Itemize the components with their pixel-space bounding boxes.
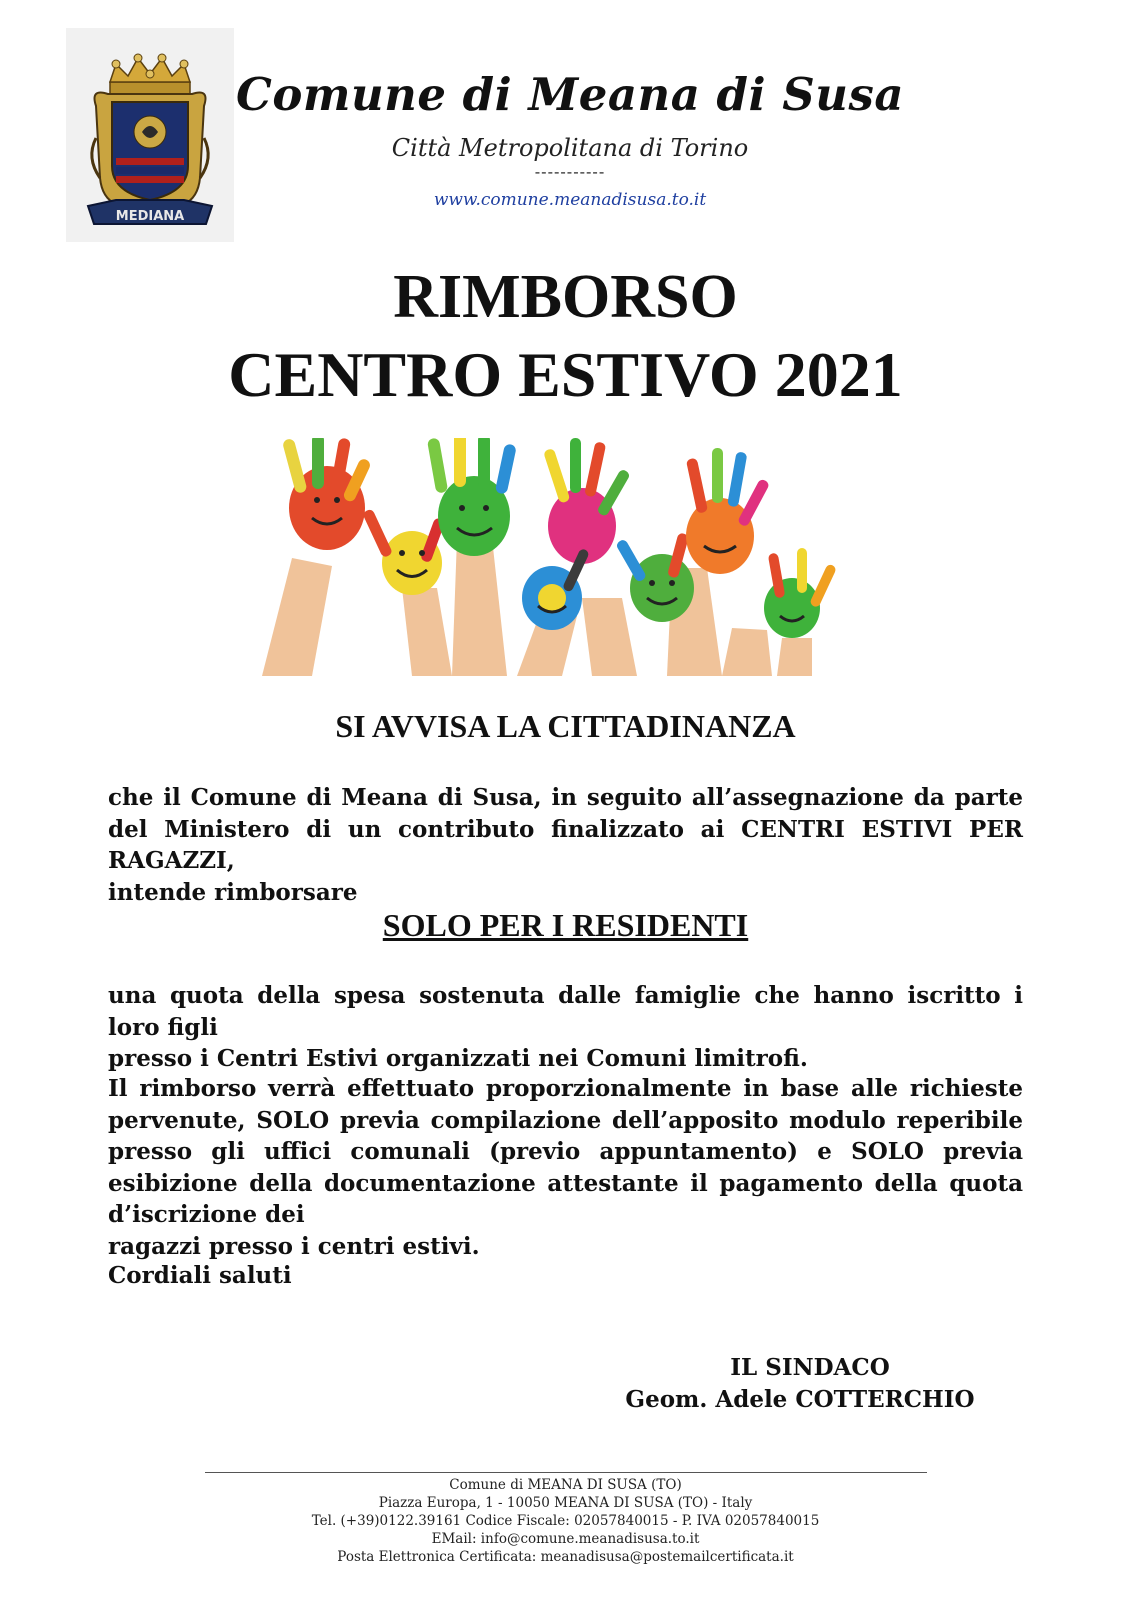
logo-ribbon-text: MEDIANA <box>115 209 185 224</box>
page-title-line2: CENTRO ESTIVO 2021 <box>228 339 903 410</box>
municipality-subtitle: Città Metropolitana di Torino <box>391 134 749 162</box>
footer-address: Piazza Europa, 1 - 10050 MEANA DI SUSA (TO) - Italy <box>378 1495 753 1511</box>
footer-phone-tax: Tel. (+39)0122.39161 Codice Fiscale: 02057840015 - P. IVA 02057840015 <box>311 1513 820 1529</box>
residents-heading: SOLO PER I RESIDENTI <box>382 907 749 943</box>
notice-paragraph-3 <box>108 1073 1023 1262</box>
paragraph-2-text: una quota della spesa sostenuta dalle famiglie che hanno iscritto i loro figli <box>108 982 1023 1041</box>
website-link[interactable]: www.comune.meanadisusa.to.it <box>433 190 707 210</box>
page-title-line1: RIMBORSO <box>393 263 738 331</box>
notice-paragraph-2 <box>108 980 1023 1075</box>
crown-icon <box>110 54 190 96</box>
header-separator: ----------- <box>534 162 606 181</box>
footer-line-1: Comune di MEANA DI SUSA (TO) <box>449 1477 682 1493</box>
notice-paragraph-1 <box>108 782 1023 908</box>
footer-pec[interactable]: Posta Elettronica Certificata: meanadisusa@postemailcertificata.it <box>337 1549 794 1565</box>
signature-name: Geom. Adele COTTERCHIO <box>625 1386 975 1413</box>
footer-divider <box>205 1472 927 1473</box>
paragraph-1-text: che il Comune di Meana di Susa, in seguito all’assegnazione da parte del Ministero di un contributo finalizzato ai CENTRI ESTIVI PER RAGAZZI, <box>108 784 1023 874</box>
paragraph-3-text: Il rimborso verrà effettuato proporzionalmente in base alle richieste pervenute, SOLO previa compilazione dell’apposito modulo reperibile presso gli uffici comunali (previo appuntamento) e SOLO previa esibizione della documentazione attestante il pagamento della quota d’iscrizione dei <box>108 1075 1023 1228</box>
notice-heading: SI AVVISA LA CITTADINANZA <box>335 708 796 744</box>
painted-hands-image <box>252 438 864 676</box>
signature-role: IL SINDACO <box>730 1354 890 1381</box>
paragraph-2-last-line: presso i Centri Estivi organizzati nei Comuni limitrofi. <box>108 1045 808 1072</box>
closing-greeting: Cordiali saluti <box>108 1262 292 1289</box>
municipality-title: Comune di Meana di Susa <box>236 68 904 121</box>
paragraph-3-last-line: ragazzi presso i centri estivi. <box>108 1232 480 1260</box>
paragraph-1-last-line: intende rimborsare <box>108 878 358 906</box>
footer-email[interactable]: EMail: info@comune.meanadisusa.to.it <box>431 1531 700 1547</box>
